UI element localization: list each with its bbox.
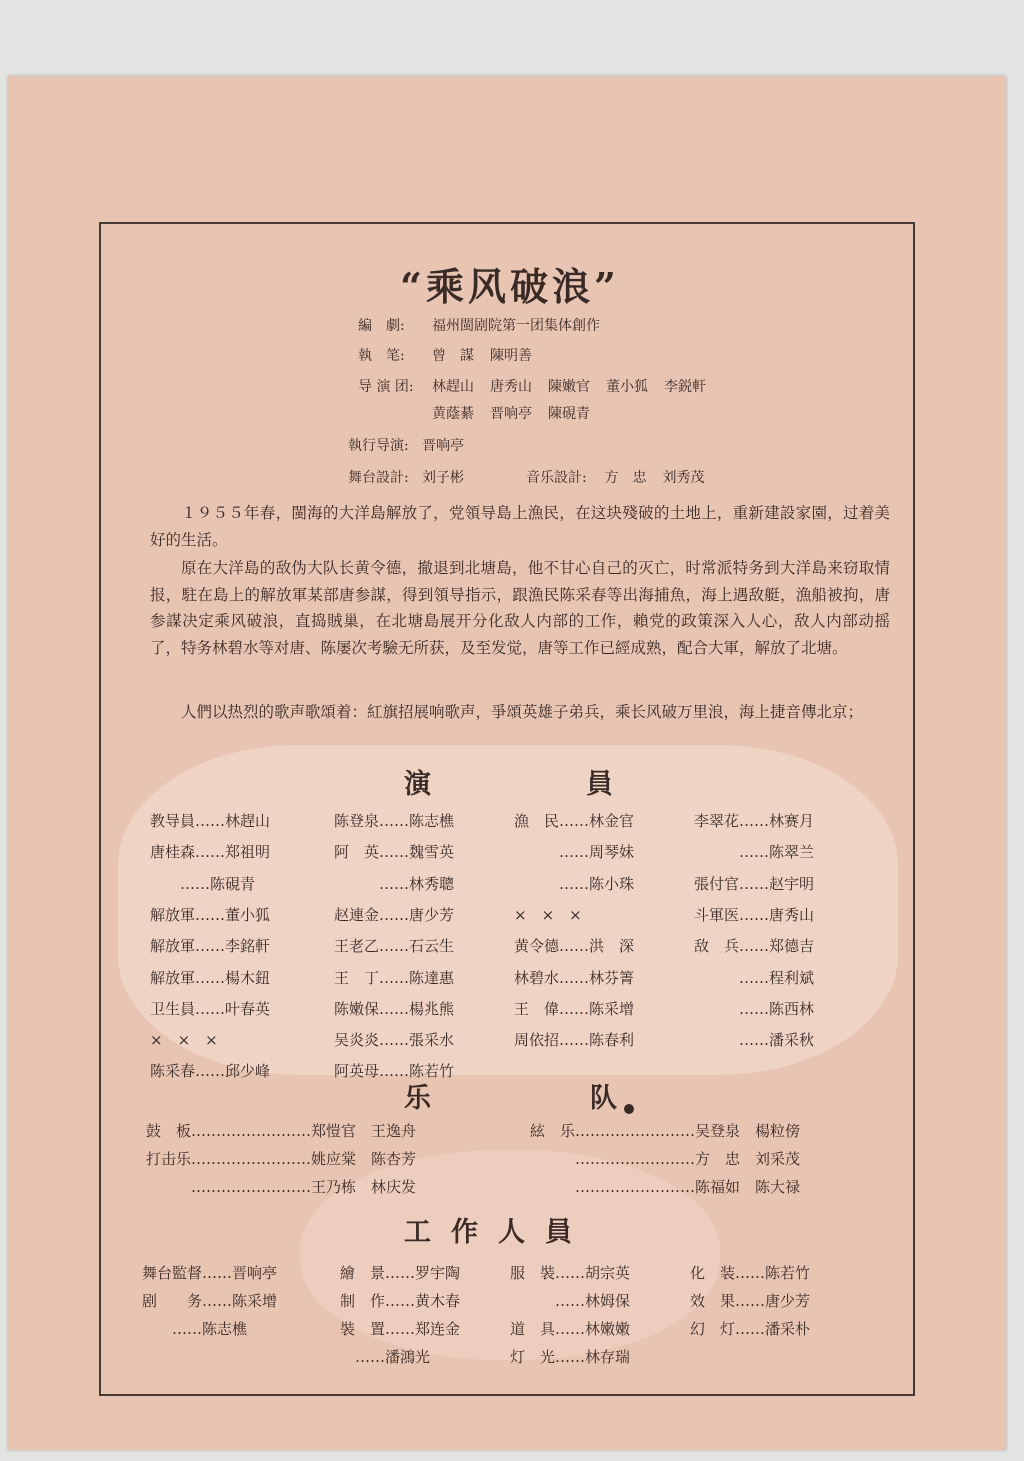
music-design-credit	[526, 467, 720, 487]
credit-row	[358, 315, 616, 335]
role-entry: ……潘采秋	[694, 1031, 815, 1050]
credit-row	[358, 403, 606, 423]
role-entry: 陈嫩保……楊兆熊	[334, 999, 455, 1018]
band-heading-left: 乐	[404, 1083, 431, 1114]
role-entry: ……周琴妹	[514, 843, 635, 862]
role-entry: ……潘鴻光	[340, 1348, 431, 1366]
role-entry: 唐桂森……郑祖明	[150, 843, 271, 862]
credit-row	[358, 376, 722, 396]
role-entry: 漁 民……林金官	[514, 812, 635, 830]
credit-name: 刘子彬	[422, 470, 464, 486]
role-entry: 效 果……唐少芳	[690, 1292, 811, 1310]
role-entry: 王 偉……陈采增	[514, 999, 635, 1018]
role-entry: 林碧水……林芬箐	[514, 968, 635, 987]
synopsis-paragraph-1: １９５５年春，閩海的大洋島解放了，党領导島上漁民，在这块殘破的土地上，重新建設家園，过着美好的生活。	[150, 504, 890, 549]
role-entry: 制 作……黄木春	[340, 1292, 461, 1310]
role-entry: 赵連金……唐少芳	[334, 905, 455, 924]
ink-dot	[624, 1104, 634, 1114]
role-entry: ……陈小珠	[514, 874, 635, 893]
credit-name: 唐秀山	[490, 379, 532, 395]
cast-row	[150, 1029, 862, 1055]
role-entry: 卫生員……叶春英	[150, 999, 271, 1018]
role-entry: 吴炎炎……張采水	[334, 1031, 455, 1050]
staff-row	[142, 1318, 862, 1344]
credit-name: 黄蔭綦	[432, 406, 474, 422]
credit-name: 陳嫩官	[548, 379, 590, 395]
role-entry: 斗軍医……唐秀山	[694, 905, 815, 924]
role-entry: 黄令德……洪 深	[514, 937, 635, 956]
role-entry: 幻 灯……潘采朴	[690, 1320, 811, 1338]
credit-label: 导 演 团:	[358, 379, 414, 395]
play-title: “乘风破浪”	[400, 264, 620, 309]
role-entry: × × ×	[150, 1031, 218, 1050]
credit-name: 陳明善	[490, 348, 532, 364]
role-entry: ……林秀聰	[334, 874, 455, 893]
synopsis-paragraph-3: 人們以热烈的歌声歌頌着：紅旗招展响歌声，爭頌英雄子弟兵，乘长风破万里浪，海上捷音傳北京；	[181, 703, 864, 721]
cast-heading-right: 員	[586, 769, 613, 800]
role-entry: 絃 乐……………………吴登泉 楊粒傍	[530, 1122, 801, 1140]
role-entry: ……………………方 忠 刘采茂	[530, 1150, 801, 1168]
cast-row	[150, 1060, 862, 1086]
credit-label: 音乐設計:	[526, 470, 587, 486]
role-entry: 灯 光……林存瑞	[510, 1348, 631, 1366]
cast-row	[150, 998, 862, 1024]
role-entry: 阿 英……魏雪英	[334, 843, 455, 862]
role-entry: 教导員……林趕山	[150, 812, 271, 830]
role-entry: 陈登泉……陈志樵	[334, 812, 455, 830]
credit-name: 刘秀茂	[662, 470, 705, 486]
credit-name: 福州閩剧院第一团集体創作	[432, 318, 600, 334]
credit-name: 林趕山	[432, 379, 474, 395]
credit-name: 晋响亭	[490, 406, 532, 422]
role-entry: 阿英母……陈若竹	[334, 1062, 455, 1081]
credit-row	[348, 435, 480, 455]
role-entry: 鼓 板……………………郑愷官 王逸舟	[146, 1122, 417, 1140]
credit-label: 執 笔:	[358, 348, 405, 364]
role-entry: ……………………陈福如 陈大禄	[530, 1178, 801, 1196]
band-heading-right: 队	[590, 1083, 617, 1114]
staff-row	[150, 1346, 862, 1372]
credit-name: 董小狐	[606, 379, 648, 395]
role-entry: ……………………王乃栋 林庆发	[146, 1178, 417, 1196]
role-entry: 道 具……林嫩嫩	[510, 1320, 631, 1338]
role-entry: 解放軍……董小狐	[150, 905, 271, 924]
role-entry: 服 裝……胡宗英	[510, 1264, 631, 1282]
role-entry: 解放軍……李銘軒	[150, 937, 271, 956]
role-entry: ……陈志樵	[142, 1320, 248, 1338]
cast-row	[150, 810, 862, 836]
cast-row	[150, 873, 862, 899]
credit-name: 曾 謀	[432, 348, 474, 364]
role-entry: 陈采春……邱少峰	[150, 1062, 271, 1081]
role-entry: 王老乙……石云生	[334, 937, 455, 956]
role-entry: 繪 景……罗宇陶	[340, 1264, 461, 1282]
role-entry: 打击乐……………………姚应棠 陈杏芳	[146, 1150, 417, 1168]
role-entry: ……陈硯青	[150, 874, 256, 893]
band-row	[146, 1148, 862, 1174]
staff-heading: 工作人員	[404, 1217, 592, 1248]
role-entry: 周依招……陈春利	[514, 1031, 635, 1050]
role-entry: 解放軍……楊木鈕	[150, 968, 271, 987]
band-row	[146, 1176, 862, 1202]
cast-row	[150, 904, 862, 930]
cast-row	[150, 935, 862, 961]
credit-name: 陳硯青	[548, 406, 590, 422]
role-entry: 裝 置……郑连金	[340, 1320, 461, 1338]
role-entry: 王 丁……陈達惠	[334, 968, 455, 987]
role-entry: ……陈翠兰	[694, 843, 815, 862]
staff-row	[142, 1262, 862, 1288]
credit-name: 李鋭軒	[664, 379, 706, 395]
cast-row	[150, 967, 862, 993]
role-entry: 剧 务……陈采增	[142, 1292, 278, 1310]
credit-label: 舞台設計:	[348, 470, 409, 486]
synopsis-paragraph-2: 原在大洋島的敌伪大队长黄令德，撤退到北塘島，他不甘心自己的灭亡，时常派特务到大洋島来窃取情报，駐在島上的解放軍某部唐参謀，得到領导指示，跟漁民陈采春等出海捕魚，海上遇敌艇，漁船被拘，唐参謀决定乘风破浪，直捣賊巢，在北塘島展开分化敌人内部的工作，賴党的政策深入人心，敌人内部动摇了，特务林碧水等对唐、陈屡次考驗无所获，及至发觉，唐等工作已經成熟，配合大軍，解放了北塘。	[150, 559, 890, 657]
role-entry: 李翠花……林赛月	[694, 812, 815, 830]
credit-name: 方 忠	[604, 470, 647, 486]
role-entry: 化 装……陈若竹	[690, 1264, 811, 1282]
credit-label: 執行导演:	[348, 438, 409, 454]
cast-row	[150, 841, 862, 867]
role-entry: ……陈西林	[694, 999, 815, 1018]
role-entry: ……程利斌	[694, 968, 815, 987]
credit-label: 編 劇:	[358, 318, 405, 334]
role-entry: 敌 兵……郑德吉	[694, 937, 815, 956]
credit-row	[358, 345, 548, 365]
role-entry: × × ×	[514, 905, 582, 924]
role-entry: 張付官……赵宇明	[694, 874, 815, 893]
staff-row	[142, 1290, 862, 1316]
credit-row	[348, 467, 480, 487]
role-entry: ……林姆保	[510, 1292, 631, 1310]
credit-name: 晋响亭	[422, 438, 464, 454]
role-entry: 舞台監督……晋响亭	[142, 1264, 278, 1282]
cast-heading-left: 演	[404, 769, 431, 800]
band-row	[146, 1120, 862, 1146]
